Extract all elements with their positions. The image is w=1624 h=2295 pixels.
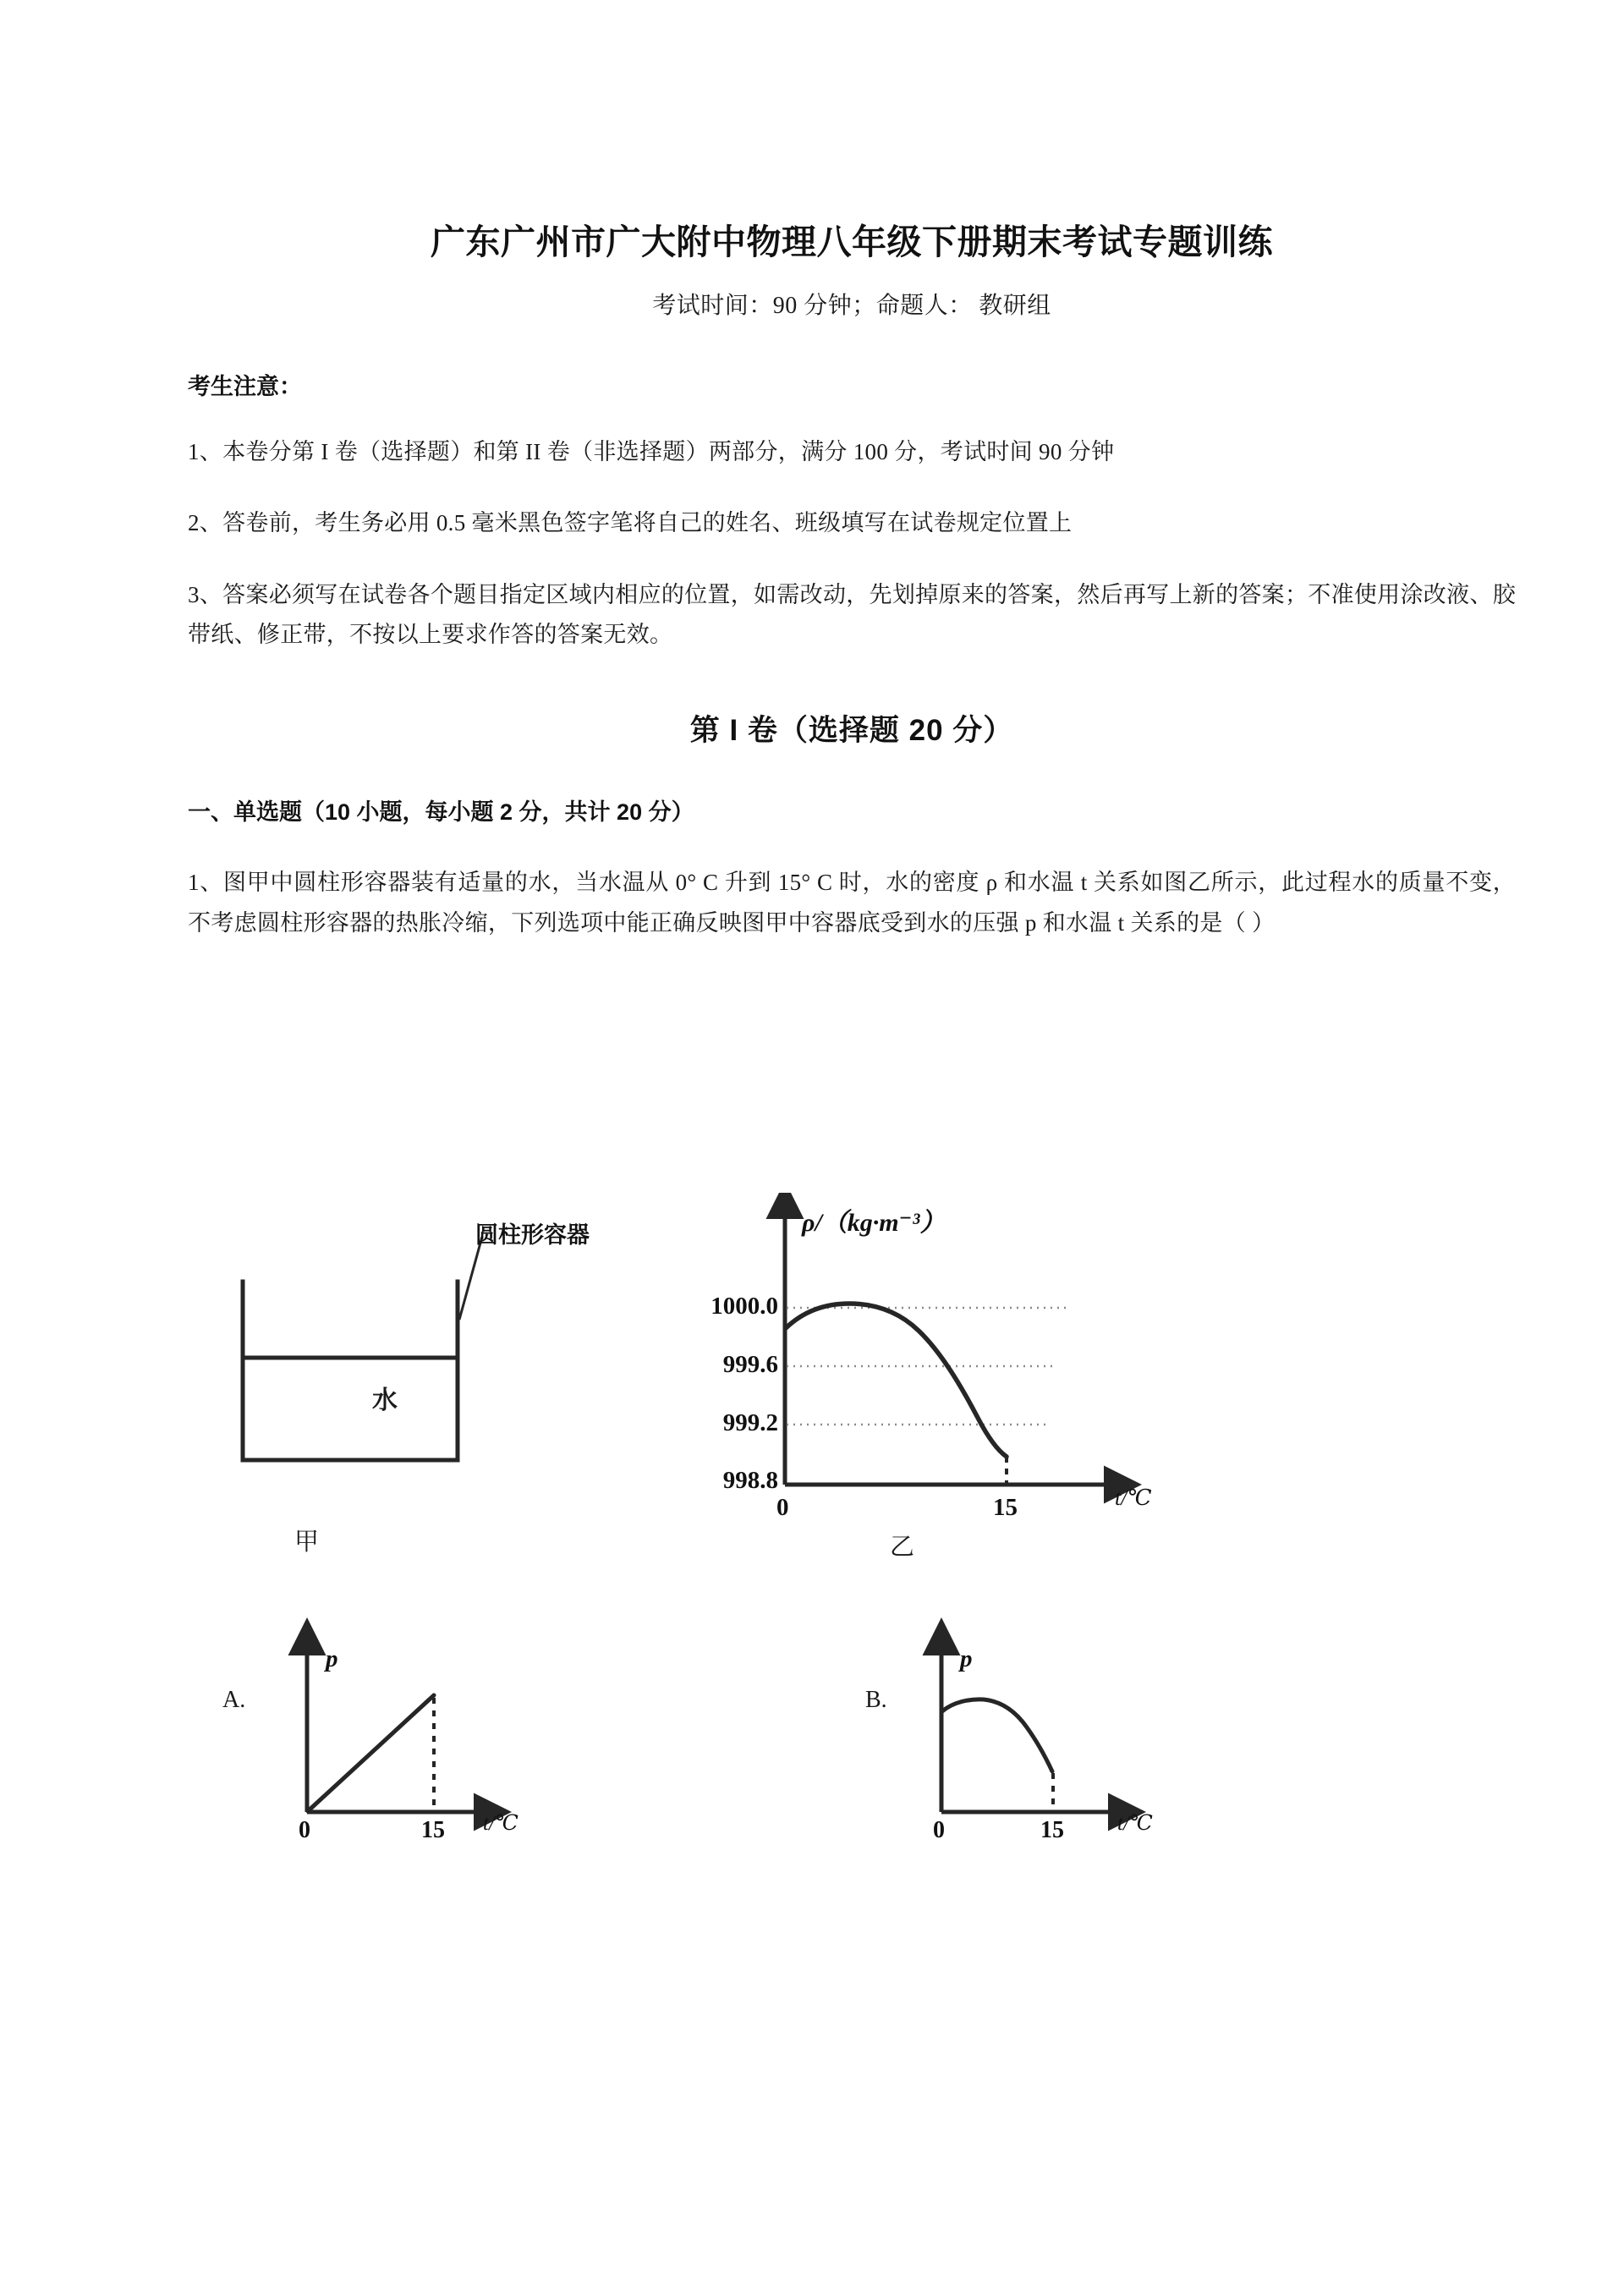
option-a-y-label: p (326, 1645, 338, 1672)
option-a-tick-15: 15 (421, 1817, 445, 1843)
page-title: 广东广州市广大附中物理八年级下册期末考试专题训练 (431, 222, 1273, 261)
x-tick-15: 15 (993, 1494, 1018, 1521)
figure-jia (203, 1210, 677, 1556)
option-b-tick-15: 15 (1040, 1817, 1064, 1843)
question-group-heading: 一、单选题（10 小题，每小题 2 分，共计 20 分） (188, 799, 694, 826)
option-a[interactable] (216, 1599, 571, 1853)
liquid-label: 水 (372, 1386, 398, 1414)
option-a-letter: A. (222, 1687, 246, 1713)
exam-subtitle: 考试时间：90 分钟；命题人： 教研组 (652, 293, 1051, 320)
option-a-x-label: t/℃ (483, 1812, 518, 1835)
paper-section-heading: 第 I 卷（选择题 20 分） (689, 714, 1014, 748)
option-a-tick-0: 0 (299, 1817, 310, 1843)
y-axis-label: ρ/（kg·m⁻³） (802, 1209, 946, 1237)
question-1-text: 1、图甲中圆柱形容器装有适量的水，当水温从 0° C 升到 15° C 时，水的密度 ρ 和水温 t 关系如图乙所示，此过程水的质量不变，不考虑圆柱形容器的热胀冷缩，下列选项中能正确反映图甲中容器底受到水的压强 p 和水温 t 关系的是（ ） (188, 870, 1516, 936)
figure-yi (668, 1193, 1210, 1565)
page-content (188, 0, 1516, 943)
option-b-letter: B. (865, 1687, 887, 1713)
option-a-line (308, 1695, 434, 1811)
figure-jia-drawing (203, 1210, 677, 1548)
option-b-x-label: t/℃ (1117, 1812, 1153, 1835)
y-tick-999-6: 999.6 (722, 1351, 778, 1378)
y-tick-999-2: 999.2 (722, 1409, 778, 1436)
y-tick-998-8: 998.8 (722, 1467, 778, 1494)
density-curve (786, 1304, 1007, 1457)
figure-yi-caption: 乙 (890, 1534, 915, 1561)
option-b-y-label: p (960, 1645, 973, 1672)
notice-item-2: 2、答卷前，考生务必用 0.5 毫米黑色签字笔将自己的姓名、班级填写在试卷规定位置上 (188, 510, 1073, 536)
option-b-chart (859, 1599, 1214, 1853)
figure-jia-caption: 甲 (294, 1529, 320, 1556)
option-b-curve (942, 1699, 1052, 1771)
x-tick-0: 0 (776, 1494, 789, 1521)
notice-item-1: 1、本卷分第 I 卷（选择题）和第 II 卷（非选择题）两部分，满分 100 分，考试时间 90 分钟 (188, 439, 1115, 465)
y-tick-1000-0: 1000.0 (710, 1293, 778, 1320)
container-outline (243, 1282, 458, 1460)
option-b[interactable] (859, 1599, 1214, 1853)
notice-item-3: 3、答案必须写在试卷各个题目指定区域内相应的位置，如需改动，先划掉原来的答案，然后再写上新的答案；不准使用涂改液、胶带纸、修正带，不按以上要求作答的答案无效。 (188, 581, 1516, 647)
container-label: 圆柱形容器 (475, 1222, 590, 1248)
option-b-tick-0: 0 (933, 1817, 945, 1843)
x-axis-label: t/℃ (1115, 1485, 1152, 1510)
notice-heading: 考生注意： (188, 374, 302, 400)
question-1-figures (0, 1184, 1624, 1861)
